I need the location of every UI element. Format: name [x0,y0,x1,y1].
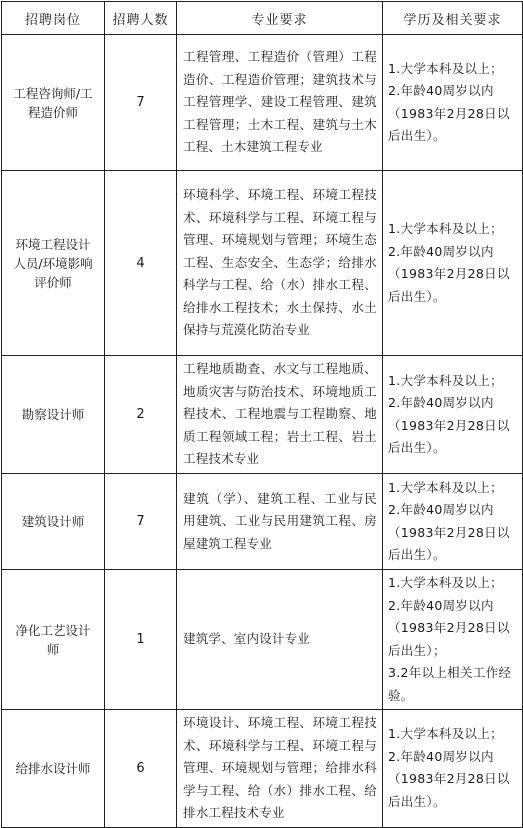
table-row [2,35,523,171]
requirement-line: 2.年龄40周岁以内（1983年2月28日以后出生）。 [388,748,510,809]
header-major: 专业要求 [177,2,383,35]
position-cell: 给排水设计师 [2,710,105,828]
requirements-cell [383,356,523,474]
requirements-cell [383,35,523,171]
count-cell: 7 [105,474,177,570]
header-education: 学历及相关要求 [383,2,523,35]
position-cell: 净化工艺设计师 [2,570,105,710]
count-cell: 7 [105,35,177,171]
major-cell: 工程地质勘查、水文与工程地质、地质灾害与防治技术、环境地质工程技术、工程地震与工程勘察、地质工程领域工程；岩土工程、岩土工程技术专业 [177,356,383,474]
requirement-line: 1.大学本科及以上； [388,575,503,590]
position-cell: 工程咨询师/工程造价师 [2,35,105,171]
requirements-cell [383,474,523,570]
requirement-line: 3.2年以上相关工作经验。 [388,665,512,703]
count-cell: 6 [105,710,177,828]
recruitment-table [1,1,523,828]
major-cell: 环境科学、环境工程、环境工程技术、环境科学与工程、环境工程与管理、环境规划与管理；环境生态工程、生态安全、生态学；给排水科学与工程、给（水）排水工程、给排水工程技术；水土保持、水土保持与荒漠化防治专业 [177,171,383,356]
requirement-line: 2.年龄40周岁以内（1983年2月28日以后出生）。 [388,83,510,143]
table-row [2,356,523,474]
requirement-line: 1.大学本科及以上； [388,726,503,742]
position-cell: 勘察设计师 [2,356,105,474]
requirement-line: 2.年龄40周岁以内（1983年2月28日以后出生）。 [388,502,510,562]
requirement-line: 1.大学本科及以上； [388,479,503,495]
header-position: 招聘岗位 [2,2,105,35]
requirement-line: 1.大学本科及以上； [388,372,503,388]
position-cell: 建筑设计师 [2,474,105,570]
requirements-cell [383,710,523,828]
requirements-cell [383,171,523,356]
requirements-cell [383,570,523,710]
position-cell: 环境工程设计人员/环境影响评价师 [2,171,105,356]
major-cell: 建筑学、室内设计专业 [177,570,383,710]
header-count: 招聘人数 [105,2,177,35]
requirement-line: 1.大学本科及以上； [388,60,503,76]
count-cell: 2 [105,356,177,474]
table-row [2,171,523,356]
requirement-line: 2.年龄40周岁以内（1983年2月28日以后出生）。 [388,395,510,455]
header-row [2,2,523,35]
major-cell: 工程管理、工程造价（管理）工程造价、工程造价管理；建筑技术与工程管理学、建设工程管理、建筑工程管理；土木工程、建筑与土木工程、土木建筑工程专业 [177,35,383,171]
major-cell: 建筑（学）、建筑工程、工业与民用建筑、工业与民用建筑工程、房屋建筑工程专业 [177,474,383,570]
requirement-line: 2.年龄40周岁以内（1983年2月28日以后出生）。 [388,243,510,304]
table-row [2,710,523,828]
table-row [2,570,523,710]
count-cell: 1 [105,570,177,710]
count-cell: 4 [105,171,177,356]
major-cell: 环境设计、环境工程、环境工程技术、环境科学与工程、环境工程与管理、环境规划与管理；给排水科学与工程、给（水）排水工程、给排水工程技术专业 [177,710,383,828]
requirement-line: 2.年龄40周岁以内（1983年2月28日以后出生）； [388,597,510,658]
requirement-line: 1.大学本科及以上； [388,221,503,236]
table-row [2,474,523,570]
